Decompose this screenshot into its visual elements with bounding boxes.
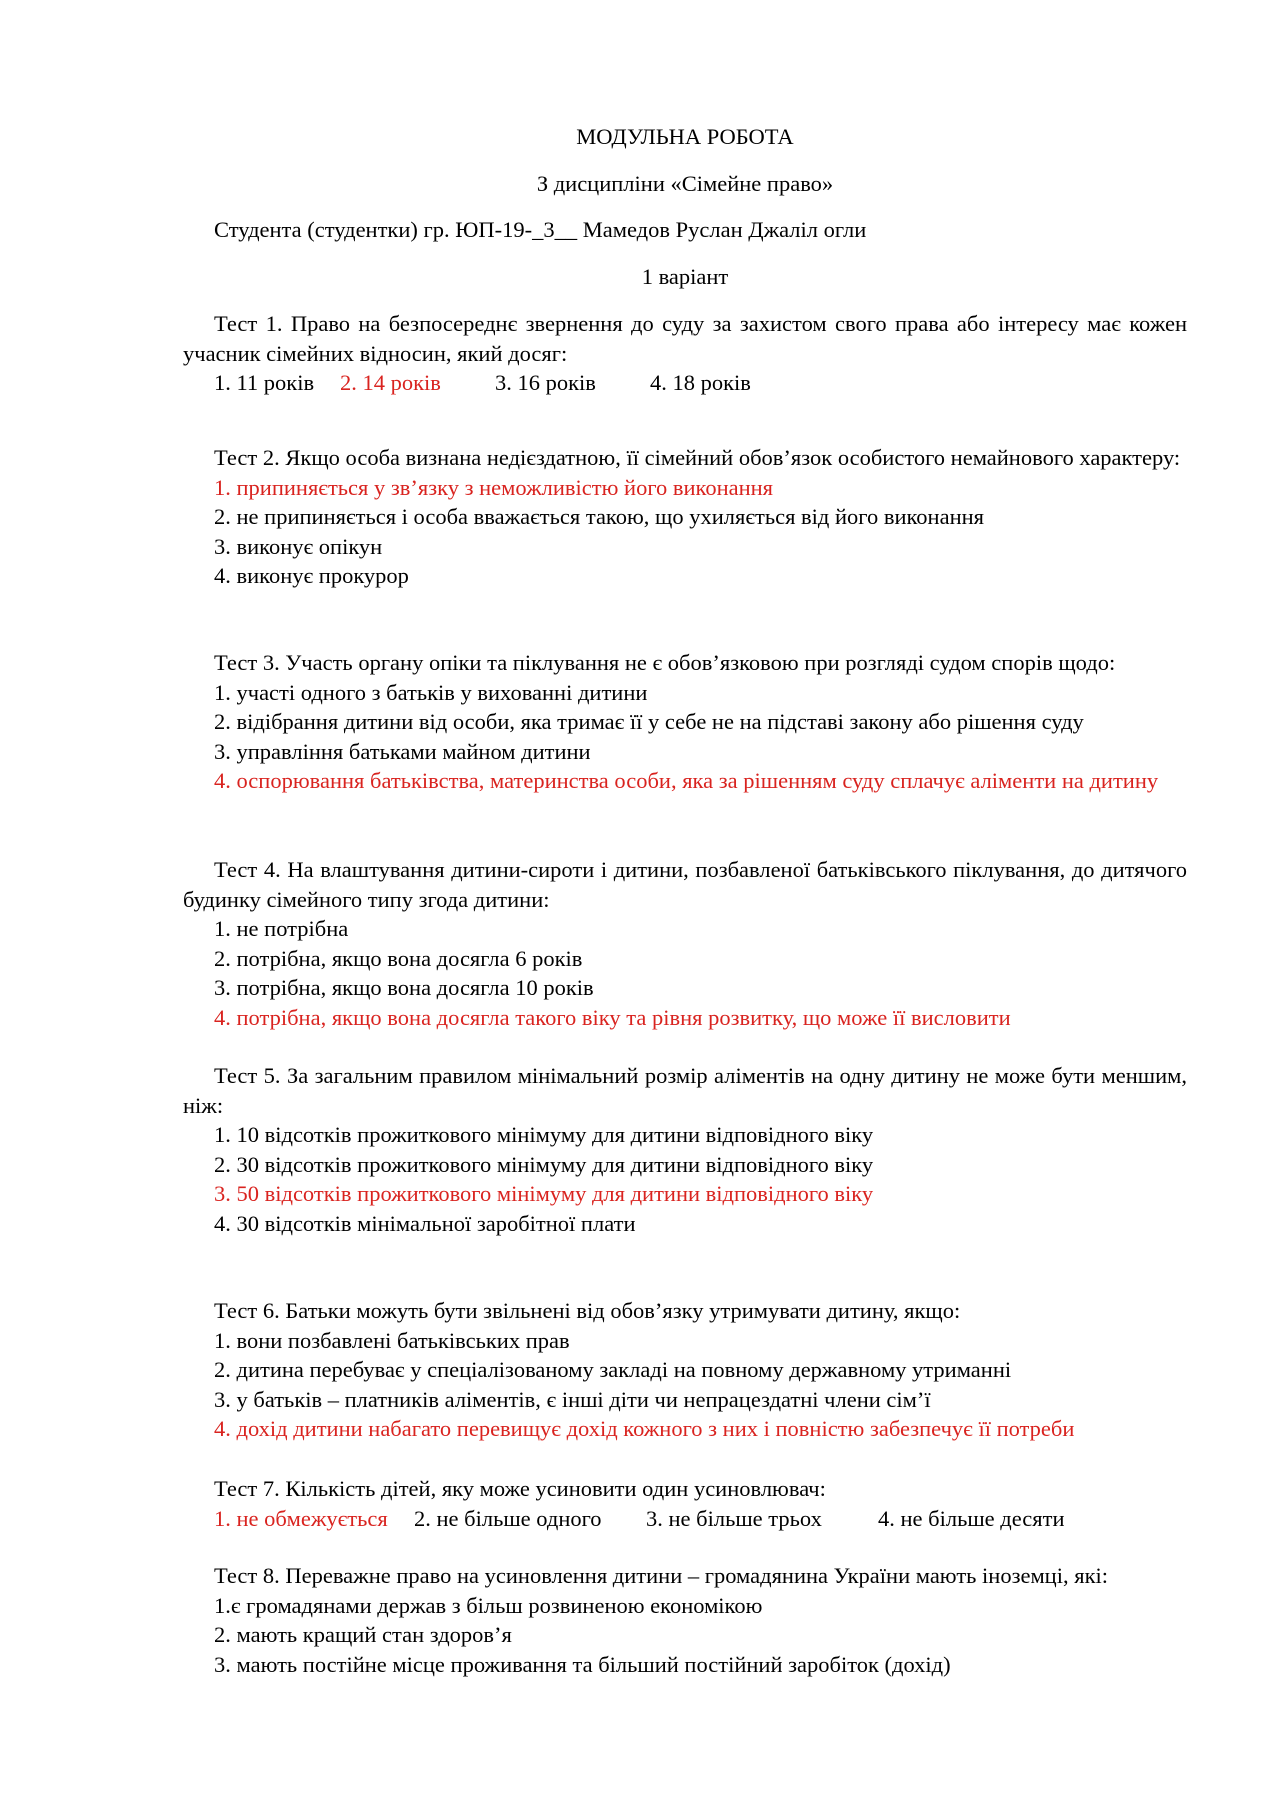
test-2-option-1-answer: 1. припиняється у зв’язку з неможливістю його виконання [214,474,774,500]
test-3-option-3: 3. управління батьками майном дитини [214,738,591,764]
test-6-option-4-answer: 4. дохід дитини набагато перевищує дохід кожного з них і повністю забезпечує її потреби [214,1416,1075,1441]
discipline-line: З дисципліни «Сімейне право» [536,171,834,196]
test-1-option-1: 1. 11 років [214,370,315,395]
test-4-option-4-answer: 4. потрібна, якщо вона досягла такого віку та рівня розвитку, що може її висловити [214,1004,1011,1030]
test-6-option-3: 3. у батьків – платників аліментів, є інші діти чи непрацездатні члени сім’ї [214,1386,931,1412]
test-3-question: Тест 3. Участь органу опіки та піклування не є обов’язковою при розгляді судом спорів щодо: [214,650,1116,675]
test-7-options [183,1504,1187,1534]
test-6-option-1: 1. вони позбавлені батьківських прав [214,1327,570,1353]
test-1-option-2-answer: 2. 14 років [340,370,441,395]
test-6-option-2: 2. дитина перебуває у спеціалізованому закладі на повному державному утриманні [214,1357,1012,1382]
test-4 [183,855,1187,1032]
test-8-question: Тест 8. Переважне право на усиновлення дитини – громадянина України мають іноземці, які: [214,1563,1109,1588]
test-7-option-2: 2. не більше одного [414,1505,602,1531]
test-5-option-1: 1. 10 відсотків прожиткового мінімуму для дитини відповідного віку [214,1122,874,1147]
test-5-option-3-answer: 3. 50 відсотків прожиткового мінімуму для дитини відповідного віку [214,1181,874,1206]
test-4-question: Тест 4. На влаштування дитини-сироти і дитини, позбавленої батьківського піклування, до дитячого будинку сімейного типу згода дитини: [183,857,1187,912]
variant-line: 1 варіант [641,264,729,289]
test-3-option-2: 2. відібрання дитини від особи, яка тримає її у себе не на підставі закону або рішення суду [214,709,1084,734]
test-1-option-4: 4. 18 років [650,370,751,395]
test-6-question: Тест 6. Батьки можуть бути звільнені від обов’язку утримувати дитину, якщо: [214,1298,961,1323]
test-5 [183,1061,1187,1238]
test-8-option-3: 3. мають постійне місце проживання та більший постійний заробіток (дохід) [214,1651,951,1677]
test-4-option-2: 2. потрібна, якщо вона досягла 6 років [214,945,583,971]
test-3-option-1: 1. участі одного з батьків у вихованні дитини [214,679,648,705]
test-1-options [183,368,1187,398]
test-3-option-4-answer: 4. оспорювання батьківства, материнства особи, яка за рішенням суду сплачує аліменти на дитину [214,768,1159,793]
test-2 [183,443,1187,591]
test-2-option-2: 2. не припиняється і особа вважається такою, що ухиляється від його виконання [214,504,984,529]
test-7-option-3: 3. не більше трьох [646,1505,822,1531]
test-5-option-2: 2. 30 відсотків прожиткового мінімуму для дитини відповідного віку [214,1151,874,1177]
test-3 [183,648,1187,796]
document-title: МОДУЛЬНА РОБОТА [576,124,794,149]
student-line: Студента (студентки) гр. ЮП-19-_3__ Мамедов Руслан Джаліл огли [214,217,867,242]
test-7-question: Тест 7. Кількість дітей, яку може усиновити один усиновлювач: [214,1476,826,1501]
test-5-option-4: 4. 30 відсотків мінімальної заробітної плати [214,1210,636,1236]
test-1-option-3: 3. 16 років [495,370,596,395]
test-7-option-1-answer: 1. не обмежується [214,1505,388,1531]
test-7 [183,1474,1187,1533]
test-5-question: Тест 5. За загальним правилом мінімальний розмір аліментів на одну дитину не може бути меншим, ніж: [183,1063,1187,1118]
test-2-question: Тест 2. Якщо особа визнана недієздатною, її сімейний обов’язок особистого немайнового характеру: [214,445,1181,470]
test-8-option-2: 2. мають кращий стан здоров’я [214,1622,512,1647]
test-2-option-3: 3. виконує опікун [214,533,383,559]
test-7-option-4: 4. не більше десяти [878,1505,1065,1531]
test-8 [183,1561,1187,1679]
test-4-option-3: 3. потрібна, якщо вона досягла 10 років [214,975,594,1000]
test-4-option-1: 1. не потрібна [214,916,349,941]
test-8-option-1: 1.є громадянами держав з більш розвиненою економікою [214,1592,763,1618]
test-6 [183,1296,1187,1444]
test-1-question: Тест 1. Право на безпосереднє звернення до суду за захистом свого права або інтересу має кожен учасник сімейних відносин, який досяг: [183,311,1187,366]
test-2-option-4: 4. виконує прокурор [214,563,409,588]
test-1 [183,309,1187,398]
